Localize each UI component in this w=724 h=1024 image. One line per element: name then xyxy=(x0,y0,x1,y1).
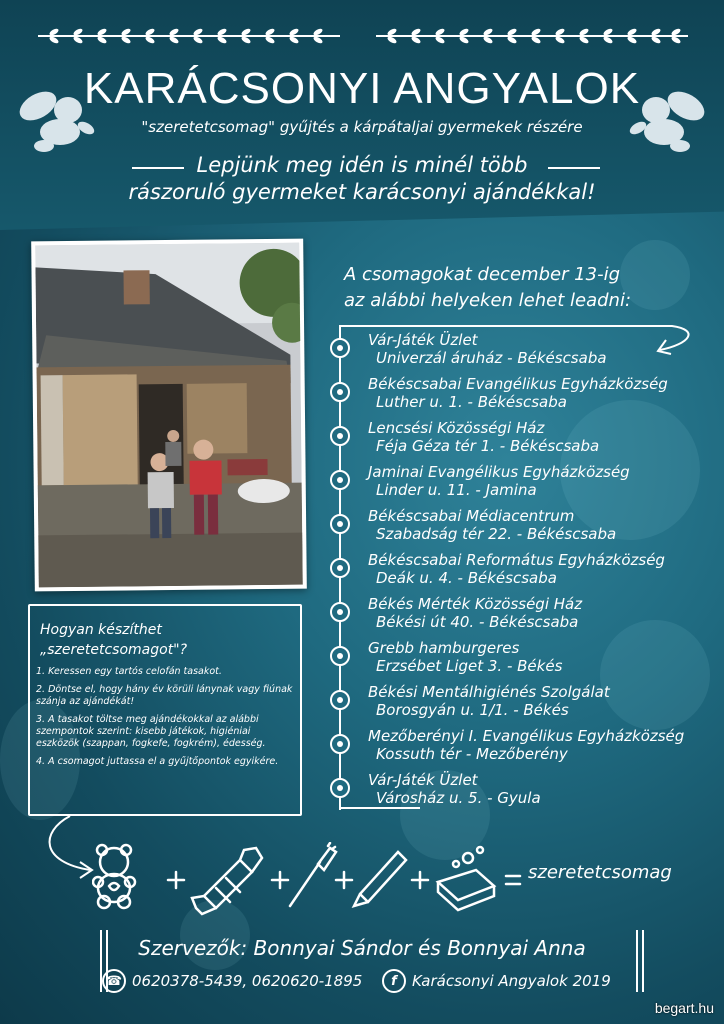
location-address: Városház u. 5. - Gyula xyxy=(376,789,541,807)
location-item xyxy=(368,771,541,807)
howto-title-line: „szeretetcsomagot"? xyxy=(40,642,188,658)
howto-step: 1. Keressen egy tartós celofán tasakot. xyxy=(36,666,222,677)
location-address: Kossuth tér - Mezőberény xyxy=(376,745,568,763)
location-item xyxy=(368,639,562,675)
location-item xyxy=(368,463,630,499)
location-name: Grebb hamburgeres xyxy=(368,639,520,657)
poster-title: KARÁCSONYI ANGYALOK xyxy=(83,64,641,113)
poster-subtitle: "szeretetcsomag" gyűjtés a kárpátaljai gyermekek részére xyxy=(141,118,583,136)
location-address: Szabadság tér 22. - Békéscsaba xyxy=(376,525,617,543)
location-address: Deák u. 4. - Békéscsaba xyxy=(376,569,557,587)
toothbrush-icon xyxy=(290,843,336,906)
location-name: Békéscsabai Evangélikus Egyházközség xyxy=(368,375,668,393)
howto-step: 3. A tasakot töltse meg ajándékokkal az alábbi szempontok szerint: kisebb játékok, higiéniai eszközök (szappan, fogkefe, fogkrém), édesség. xyxy=(36,714,266,749)
slogan-line-1: Lepjünk meg idén is minél több xyxy=(196,153,528,177)
gift-formula xyxy=(92,842,522,922)
location-item xyxy=(368,419,599,455)
facebook-page-name: Karácsonyi Angyalok 2019 xyxy=(412,972,611,990)
phone-icon: ☎ xyxy=(102,969,126,993)
location-item xyxy=(368,683,610,719)
location-item xyxy=(368,507,616,543)
slogan-line-2: rászoruló gyermeket karácsonyi ajándékkal! xyxy=(128,180,596,204)
phone-contact xyxy=(102,966,362,996)
location-address: Borosgyán u. 1/1. - Békés xyxy=(376,701,569,719)
pencil-icon xyxy=(354,852,406,906)
location-name: Mezőberényi I. Evangélikus Egyházközség xyxy=(368,727,685,745)
watermark: begart.hu xyxy=(654,1000,714,1016)
location-name: Jaminai Evangélikus Egyházközség xyxy=(368,463,630,481)
location-name: Lencsési Közösségi Ház xyxy=(368,419,545,437)
location-name: Vár-Játék Üzlet xyxy=(368,771,478,789)
location-item xyxy=(368,595,582,631)
location-item xyxy=(368,331,607,367)
dropoff-heading-line: az alábbi helyeken lehet leadni: xyxy=(344,290,632,311)
soap-icon xyxy=(438,847,494,910)
howto-title-line: Hogyan készíthet xyxy=(40,622,162,638)
formula-result: szeretetcsomag xyxy=(528,862,672,883)
teddy-bear-icon xyxy=(93,845,135,908)
organizers-text: Szervezők: Bonnyai Sándor és Bonnyai Anna xyxy=(138,936,586,960)
location-item xyxy=(368,375,668,411)
location-address: Erzsébet Liget 3. - Békés xyxy=(376,657,563,675)
location-item xyxy=(368,727,684,763)
location-name: Békési Mentálhigiénés Szolgálat xyxy=(368,683,610,701)
facebook-icon: f xyxy=(382,969,406,993)
location-item xyxy=(368,551,665,587)
location-name: Békéscsabai Református Egyházközség xyxy=(368,551,665,569)
phone-numbers: 0620378-5439, 0620620-1895 xyxy=(132,972,363,990)
location-address: Univerzál áruház - Békéscsaba xyxy=(376,349,607,367)
location-address: Békési út 40. - Békéscsaba xyxy=(376,613,579,631)
location-name: Békéscsabai Médiacentrum xyxy=(368,507,575,525)
location-address: Luther u. 1. - Békéscsaba xyxy=(376,393,567,411)
facebook-contact xyxy=(382,966,611,996)
location-address: Linder u. 11. - Jamina xyxy=(376,481,537,499)
candy-icon xyxy=(192,848,262,914)
howto-step: 4. A csomagot juttassa el a gyűjtőpontok egyikére. xyxy=(36,756,279,767)
dropoff-heading-line: A csomagokat december 13-ig xyxy=(344,264,621,285)
location-name: Békés Mérték Közösségi Ház xyxy=(368,595,583,613)
location-address: Féja Géza tér 1. - Békéscsaba xyxy=(376,437,600,455)
howto-step: 2. Döntse el, hogy hány év körüli lánynak vagy fiúnak szánja az ajándékát! xyxy=(36,684,293,707)
location-name: Vár-Játék Üzlet xyxy=(368,331,478,349)
